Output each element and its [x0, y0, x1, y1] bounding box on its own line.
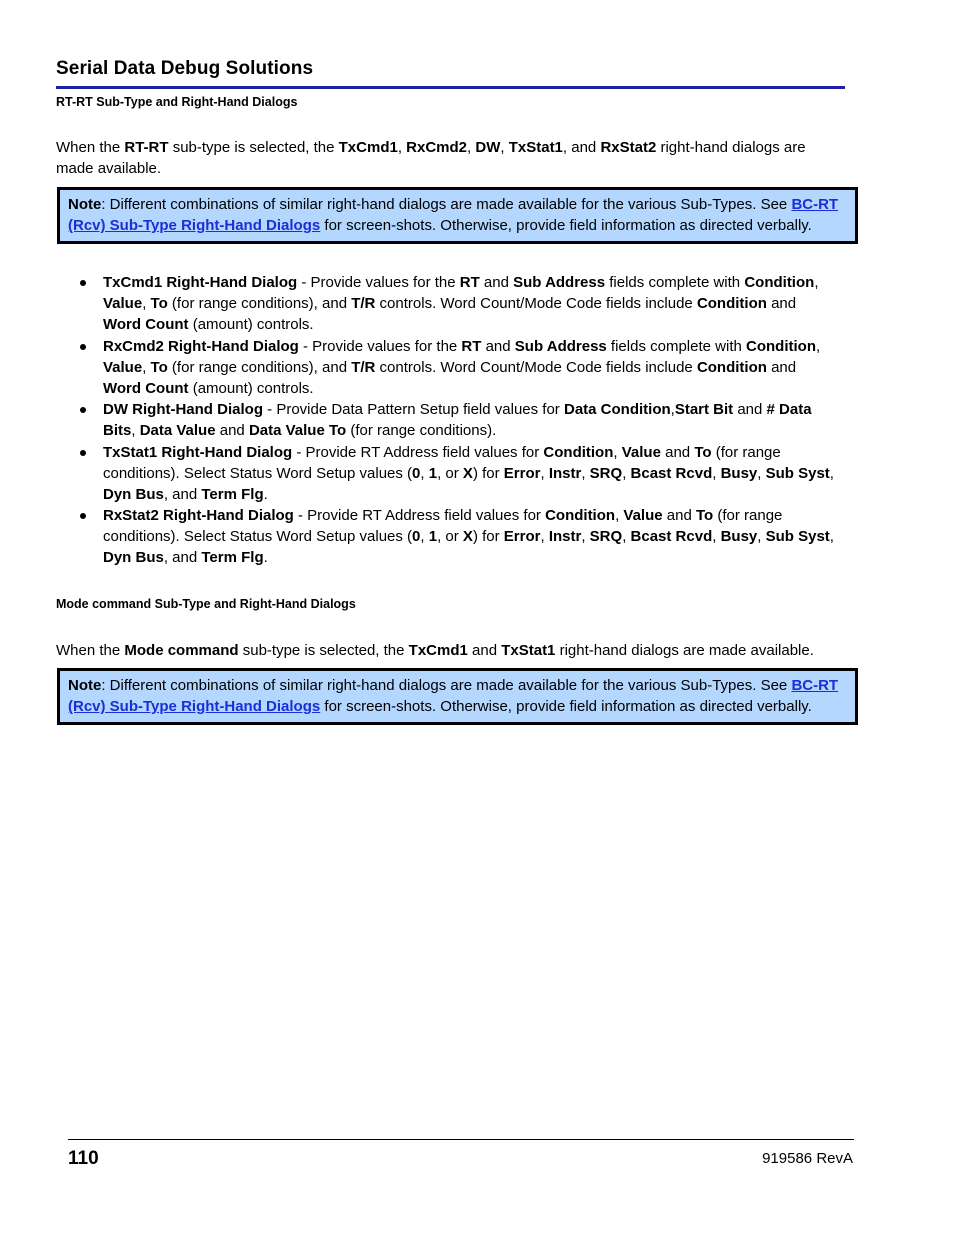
bc-rt-dialogs-link[interactable]: BC-RT (Rcv) Sub-Type Right-Hand Dialogs: [68, 677, 839, 715]
bc-rt-dialogs-link[interactable]: BC-RT (Rcv) Sub-Type Right-Hand Dialogs: [68, 196, 839, 234]
list-item-txcmd1: TxCmd1 Right-Hand Dialog - Provide values for the RT and Sub Address fields complete with Condition, Value, To (for range conditions), and T/R controls. Word Count/Mode Code fields include Condition and Word Count (amount) controls.: [56, 272, 836, 335]
bullet-icon: [80, 450, 86, 456]
title-rule: [56, 86, 845, 89]
footer-rule: [68, 1139, 854, 1140]
bullet-icon: [80, 513, 86, 519]
page-title: Serial Data Debug Solutions: [56, 58, 314, 79]
bullet-icon: [80, 344, 86, 350]
intro-paragraph-rt-rt: When the RT-RT sub-type is selected, the TxCmd1, RxCmd2, DW, TxStat1, and RxStat2 right-hand dialogs are made available.: [56, 139, 806, 177]
list-item-rxstat2: RxStat2 Right-Hand Dialog - Provide RT Address field values for Condition, Value and To (for range conditions). Select Status Word Setup values (0, 1, or X) for Error, Instr, SRQ, Bcast Rcvd, Busy, Sub Syst, Dyn Bus, and Term Flg.: [56, 505, 836, 568]
page-number: 110: [68, 1148, 99, 1169]
section-heading-mode-command: Mode command Sub-Type and Right-Hand Dialogs: [56, 597, 356, 611]
intro-paragraph-mode-command: When the Mode command sub-type is selected, the TxCmd1 and TxStat1 right-hand dialogs are made available.: [56, 642, 814, 659]
bullet-icon: [80, 407, 86, 413]
note-box: Note: Different combinations of similar right-hand dialogs are made available for the various Sub-Types. See BC-RT (Rcv) Sub-Type Right-Hand Dialogs for screen-shots. Otherwise, provide field information as directed verbally.: [57, 668, 858, 725]
note-label: Note: [68, 196, 102, 213]
list-item-rxcmd2: RxCmd2 Right-Hand Dialog - Provide values for the RT and Sub Address fields complete with Condition, Value, To (for range conditions), and T/R controls. Word Count/Mode Code fields include Condition and Word Count (amount) controls.: [56, 336, 836, 399]
note-box: Note: Different combinations of similar right-hand dialogs are made available for the various Sub-Types. See BC-RT (Rcv) Sub-Type Right-Hand Dialogs for screen-shots. Otherwise, provide field information as directed verbally.: [57, 187, 858, 244]
document-id: 919586 RevA: [762, 1150, 853, 1167]
dialog-bullet-list: [56, 272, 836, 569]
list-item-dw: DW Right-Hand Dialog - Provide Data Pattern Setup field values for Data Condition,Start Bit and # Data Bits, Data Value and Data Value To (for range conditions).: [56, 399, 836, 441]
list-item-txstat1: TxStat1 Right-Hand Dialog - Provide RT Address field values for Condition, Value and To (for range conditions). Select Status Word Setup values (0, 1, or X) for Error, Instr, SRQ, Bcast Rcvd, Busy, Sub Syst, Dyn Bus, and Term Flg.: [56, 442, 836, 505]
bullet-icon: [80, 280, 86, 286]
note-label: Note: [68, 677, 102, 694]
section-heading-rt-rt: RT-RT Sub-Type and Right-Hand Dialogs: [56, 95, 298, 109]
